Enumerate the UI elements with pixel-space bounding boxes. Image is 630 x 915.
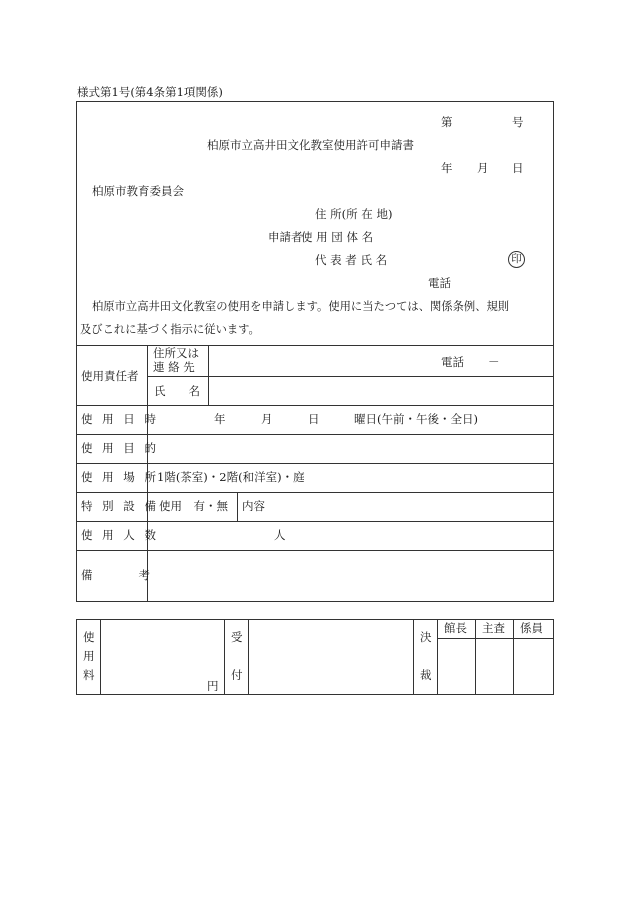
- date-year: 年: [441, 161, 453, 175]
- equipment-label: 特 別 設 備: [81, 499, 159, 513]
- fee-char-2: 用: [83, 649, 95, 663]
- receipt-char-2: 付: [231, 668, 243, 682]
- fee-unit: 円: [207, 679, 219, 693]
- place-label: 使 用 場 所: [81, 470, 159, 484]
- applicant-label: 申請者: [268, 230, 303, 244]
- responsible-phone-label: 電話: [441, 355, 464, 369]
- responsible-label: 使用責任者: [81, 369, 139, 383]
- number-go: 号: [512, 115, 524, 129]
- contact-label-2: 連 絡 先: [153, 360, 195, 374]
- datetime-year: 年: [214, 412, 226, 426]
- equipment-content-label: 内容: [242, 499, 265, 513]
- representative-label: 代 表 者 氏 名: [315, 253, 388, 267]
- equipment-use: 使用 有・無: [159, 499, 228, 513]
- date-day: 日: [512, 161, 524, 175]
- addressee: 柏原市教育委員会: [92, 184, 184, 198]
- fee-char-3: 料: [83, 668, 95, 682]
- remarks-label: 備 考: [81, 568, 150, 582]
- contact-label-1: 住所又は: [153, 346, 199, 360]
- approval-char-1: 決: [420, 630, 432, 644]
- phone-dash: －: [488, 355, 500, 369]
- role-chief: 主査: [482, 621, 505, 635]
- statement-line-1: 柏原市立高井田文化教室の使用を申請します。使用に当たつては、関係条例、規則: [92, 300, 510, 313]
- receipt-char-1: 受: [231, 630, 243, 644]
- count-label: 使 用 人 数: [81, 528, 159, 542]
- applicant-phone-label: 電話: [428, 276, 451, 290]
- role-director: 館長: [444, 621, 467, 635]
- responsible-name-label: 氏 名: [154, 384, 200, 398]
- form-title: 柏原市立高井田文化教室使用許可申請書: [207, 138, 414, 152]
- datetime-day: 日: [308, 412, 320, 426]
- place-value: 1階(茶室)・2階(和洋室)・庭: [157, 470, 305, 484]
- org-name-label: 使 用 団 体 名: [301, 230, 374, 244]
- approval-char-2: 裁: [420, 668, 432, 682]
- statement-line-2: 及びこれに基づく指示に従います。: [80, 323, 260, 336]
- role-staff: 係員: [520, 621, 543, 635]
- seal-mark: 印: [508, 251, 525, 268]
- datetime-month: 月: [261, 412, 273, 426]
- count-unit: 人: [274, 528, 286, 542]
- form-id: 様式第1号(第4条第1項関係): [77, 85, 223, 99]
- fee-char-1: 使: [83, 630, 95, 644]
- datetime-weekday: 曜日(午前・午後・全日): [354, 412, 478, 426]
- date-month: 月: [477, 161, 489, 175]
- datetime-label: 使 用 日 時: [81, 412, 159, 426]
- purpose-label: 使 用 目 的: [81, 441, 159, 455]
- address-label: 住 所(所 在 地): [315, 207, 393, 221]
- number-dai: 第: [441, 115, 453, 129]
